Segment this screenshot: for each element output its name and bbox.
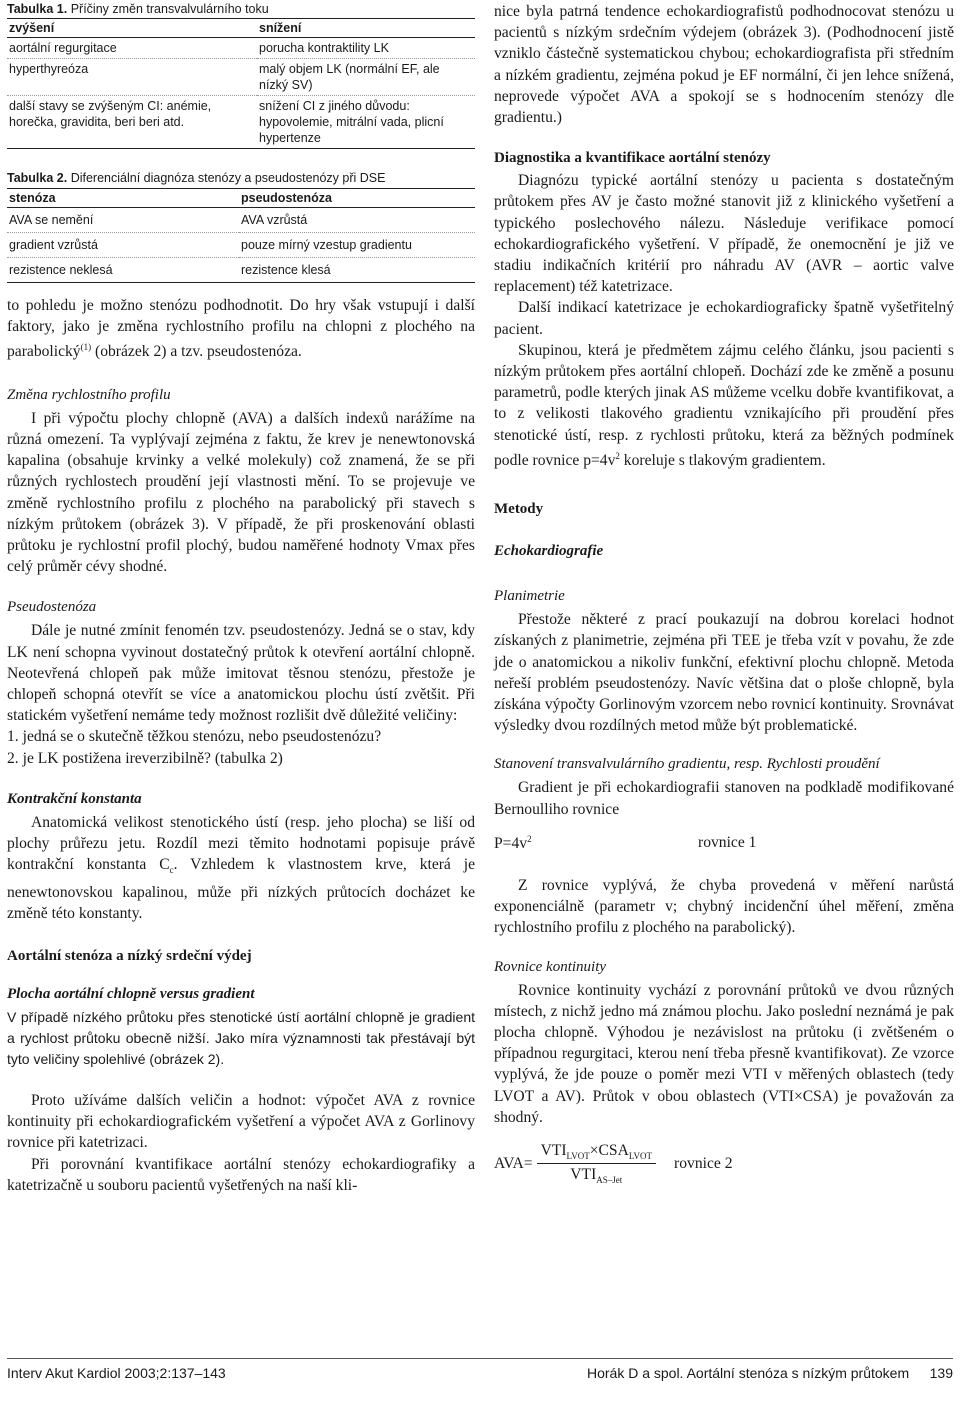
footer-right-text: Horák D a spol. Aortální stenóza s nízkým průtokem — [586, 1365, 910, 1381]
table-cell: AVA se nemění — [9, 213, 94, 227]
table2-caption — [7, 171, 475, 185]
table2-head-right: pseudostenóza — [241, 191, 332, 205]
equation-2 — [494, 1142, 954, 1185]
paragraph: Proto užíváme dalších veličin a hodnot: výpočet AVA z rovnice kontinuity při echokardiografickém vyšetření a výpočet AVA z Gorlinovy rovnice při katetrizaci. — [7, 1091, 475, 1152]
text-span: Skupinou, která je předmětem zájmu celého článku, jsou pacienti s nízkým průtokem přes aortální chlopeň. Dochází zde ke změně a posunu parametrů, podle kterých jinak AS můžeme vcelku dobře kvantifikovat, a to z velikosti tlakového gradientu vznikajícího při proudění přes stenotické ústí, resp. z rychlosti průtoku, která za běžných podmínek podle rovnice p=4v — [494, 341, 954, 470]
paragraph — [494, 340, 954, 471]
table1-caption — [7, 2, 475, 16]
equation-1 — [494, 834, 954, 853]
equation-text: VTI — [540, 1142, 567, 1160]
list-item — [7, 748, 475, 769]
list-number: 1. — [7, 728, 19, 746]
left-column — [7, 0, 475, 1196]
heading-diagnostika: Diagnostika a kvantifikace aortální stenózy — [494, 150, 771, 167]
heading-metody: Metody — [494, 501, 544, 518]
table2-caption-label: Tabulka 2. — [7, 171, 68, 185]
superscript: 2 — [615, 450, 620, 461]
table1-head-left: zvýšení — [9, 21, 55, 35]
equation-2-label: rovnice 2 — [674, 1154, 733, 1172]
table2-caption-text: Diferenciální diagnóza stenózy a pseudostenózy při DSE — [70, 171, 386, 185]
table1-caption-label: Tabulka 1. — [7, 2, 68, 16]
paragraph: Diagnózu typické aortální stenózy u pacienta s dostatečným průtokem přes AV je často možné stanovit již z klinického vyšetření a typického poslechového nálezu. Následuje verifikace pomocí echokardiografického vyšetření. V případě, že onemocnění je již ve stadiu indikačních kritérií pro náhradu AV (AVR – aortic valve replacement) též katetrizace. — [494, 172, 954, 296]
text-span: to pohledu je možno stenózu podhodnotit. Do hry však vstupují i další faktory, jako je změna rychlostního profilu na chlopni z plochého na parabolický — [7, 297, 475, 361]
subscript: LVOT — [566, 1151, 590, 1162]
footer-right — [560, 1364, 953, 1382]
equation-operator: × — [589, 1142, 599, 1160]
paragraph: I při výpočtu plochy chlopně (AVA) a dalších indexů narážíme na různá omezení. Ta vyplývají zejména z faktu, že krev je nenewtonovská kapalina (obsahuje krvinky a velké molekuly) což znamená, že se při různých rychlostech proudění její vlastnosti mění. To se projevuje ve změně rychlostního profilu z plochého na parabolický při stavech s nízkým průtokem (obrázek 3). V případě, že při proskenování oblasti průtoku je rychlostní profil plochý, budou naměřené hodnoty Vmax přes celý průměr cévy shodné. — [7, 409, 475, 576]
table1-head-right: snížení — [259, 21, 302, 35]
paragraph — [7, 295, 475, 363]
superscript: 2 — [527, 833, 532, 844]
heading-profil: Změna rychlostního profilu — [7, 386, 171, 403]
table-cell: rezistence klesá — [239, 258, 475, 283]
paragraph: nice byla patrná tendence echokardiografistů podhodnocovat stenózu u pacientů s nízkým srdečním výdejem (obrázek 3). (Podhodnocení jistě vzniklo částečně systematickou chybou; echokardiografista při středním a nízkém gradientu, zejména pokud je EF normální, či jen lehce snížená, neprovede výpočet AVA a spokojí se s hodnocením stenózy dle gradientu.) — [494, 3, 954, 127]
heading-gradient: Stanovení transvalvulárního gradientu, resp. Rychlosti proudění — [494, 756, 880, 773]
table-cell: další stavy se zvýšeným CI: anémie, horečka, gravidita, beri beri atd. — [7, 96, 257, 149]
numbered-list — [7, 726, 475, 768]
heading-kontinuita: Rovnice kontinuity — [494, 958, 607, 975]
equation-1-label: rovnice 1 — [698, 834, 757, 852]
equation-2-denominator — [566, 1164, 626, 1185]
paragraph: Gradient je při echokardiografii stanoven na podkladě modifikované Bernoulliho rovnice — [494, 779, 954, 818]
paragraph: Přestože některé z prací poukazují na dobrou korelaci hodnot získaných z planimetrie, zejména při TEE je třeba vzít v povahu, že zde jde o anatomickou a nikoliv funkční, efektivní plochu chlopně. Metoda neřeší problém pseudostenózy. Navíc většina dat o ploše chlopně, byla získána výpočty Gorlinovým vzorcem nebo rovnicí kontinuity. Srovnávat výsledky dvou rozdílných metod může být problematické. — [494, 611, 954, 735]
subscript: LVOT — [628, 1151, 653, 1162]
table-cell: aortální regurgitace — [9, 41, 117, 55]
footer-rule — [7, 1358, 953, 1359]
table-row — [7, 96, 475, 149]
subscript: c — [169, 865, 174, 876]
table-cell: rezistence neklesá — [7, 258, 239, 283]
table-cell: AVA vzrůstá — [241, 213, 308, 227]
heading-planimetrie: Planimetrie — [494, 588, 565, 605]
page-number: 139 — [929, 1365, 953, 1381]
table1 — [7, 18, 475, 149]
table-row — [7, 233, 475, 258]
footer-left: Interv Akut Kardiol 2003;2:137–143 — [7, 1365, 226, 1381]
equation-1-lhs — [494, 834, 698, 853]
paragraph: Další indikací katetrizace je echokardiograficky špatně vyšetřitelný pacient. — [494, 299, 954, 338]
table-row — [7, 208, 475, 233]
text-span: Anatomická velikost stenotického ústí (resp. jeho plocha) se liší od plochy průřezu jetu. Rozdíl mezi těmito hodnotami popisuje právě kontrakční konstanta C — [7, 813, 475, 874]
equation-2-fraction — [537, 1142, 656, 1185]
heading-pseudostenoza: Pseudostenóza — [7, 599, 97, 616]
heading-echokardiografie: Echokardiografie — [494, 543, 604, 560]
table2-head-left: stenóza — [9, 191, 56, 205]
section-heading: Aortální stenóza a nízký srdeční výdej — [7, 947, 252, 964]
paragraph: V případě nízkého průtoku přes stenotické ústí aortální chlopně je gradient a rychlost průtoku obecně nižší. Jako míra významnosti tak přestávají být tyto veličiny spolehlivé (obrázek 2). — [7, 1008, 475, 1067]
table-cell: pouze mírný vzestup gradientu — [239, 233, 475, 258]
list-item — [7, 726, 475, 747]
table2 — [7, 188, 475, 283]
subscript: AS–Jet — [596, 1175, 623, 1186]
text-span: . Vzhledem k vlastnostem krve, která je nenewtonovskou kapalinou, může při nízkých průtocích docházet ke změně této konstanty. — [7, 856, 475, 922]
equation-text: P=4v — [494, 835, 528, 853]
list-text: je LK postižena ireverzibilně? (tabulka 2) — [22, 749, 283, 767]
heading-kontrakce: Kontrakční konstanta — [7, 790, 142, 807]
paragraph: Rovnice kontinuity vychází z porovnání průtoků ve dvou různých místech, z nichž jedno má známou plochu. Jako poslední neznámá je pak plocha chlopně. Výhodou je nezávislost na průtoku (i zvětšeném o případnou regurgitaci, kterou není třeba přesně kvantifikovat). Ze vzorce vyplývá, že jde pouze o poměr mezi VTI v měřených oblastech (tedy LVOT a AV). Průtok v obou oblastech (VTI×CSA) je považován za shodný. — [494, 981, 954, 1126]
table-cell: hyperthyreóza — [7, 59, 257, 96]
heading-plocha: Plocha aortální chlopně versus gradient — [7, 985, 255, 1002]
reference: (1) — [80, 342, 92, 353]
equation-text: VTI — [570, 1166, 597, 1184]
table-row — [7, 59, 475, 96]
equation-2-lhs: AVA= — [494, 1154, 533, 1172]
right-column — [494, 0, 954, 1185]
equation-2-numerator — [537, 1142, 656, 1164]
table-cell: gradient vzrůstá — [7, 233, 239, 258]
list-number: 2. — [7, 749, 19, 767]
list-text: jedná se o skutečně těžkou stenózu, nebo pseudostenózu? — [22, 728, 382, 746]
paragraph: Z rovnice vyplývá, že chyba provedená v měření narůstá exponenciálně (parametr v; chybný incidenční úhel měření, změna rychlostního profilu z plochého na parabolický). — [494, 877, 954, 937]
paragraph — [7, 812, 475, 924]
paragraph: Dále je nutné zmínit fenomén tzv. pseudostenózy. Jedná se o stav, kdy LK není schopna vyvinout dostatečný průtok k otevření aortální chlopně. Neotevřená chlopeň pak může imitovat těsnou stenózu, přestože je chlopeň schopná otevřít se více a anatomickou plochu ústí zvětšit. Při statickém vyšetření nemáme tedy možnost rozlišit dvě důležité veličiny: — [7, 622, 475, 725]
table-cell: porucha kontraktility LK — [259, 41, 389, 55]
paragraph: Při porovnání kvantifikace aortální stenózy echokardiografiky a katetrizačně u souboru pacientů vyšetřených na naší kli- — [7, 1155, 475, 1194]
table-cell: malý objem LK (normální EF, ale nízký SV) — [257, 59, 475, 96]
equation-text: CSA — [598, 1142, 629, 1160]
text-span: (obrázek 2) a tzv. pseudostenóza. — [91, 343, 302, 361]
table-cell: snížení CI z jiného důvodu: hypovolemie, mitrální vada, plicní hypertenze — [257, 96, 475, 149]
table-row — [7, 38, 475, 59]
table-row — [7, 258, 475, 283]
text-span: koreluje s tlakovým gradientem. — [619, 452, 826, 470]
table1-caption-text: Příčiny změn transvalvulárního toku — [70, 2, 269, 16]
